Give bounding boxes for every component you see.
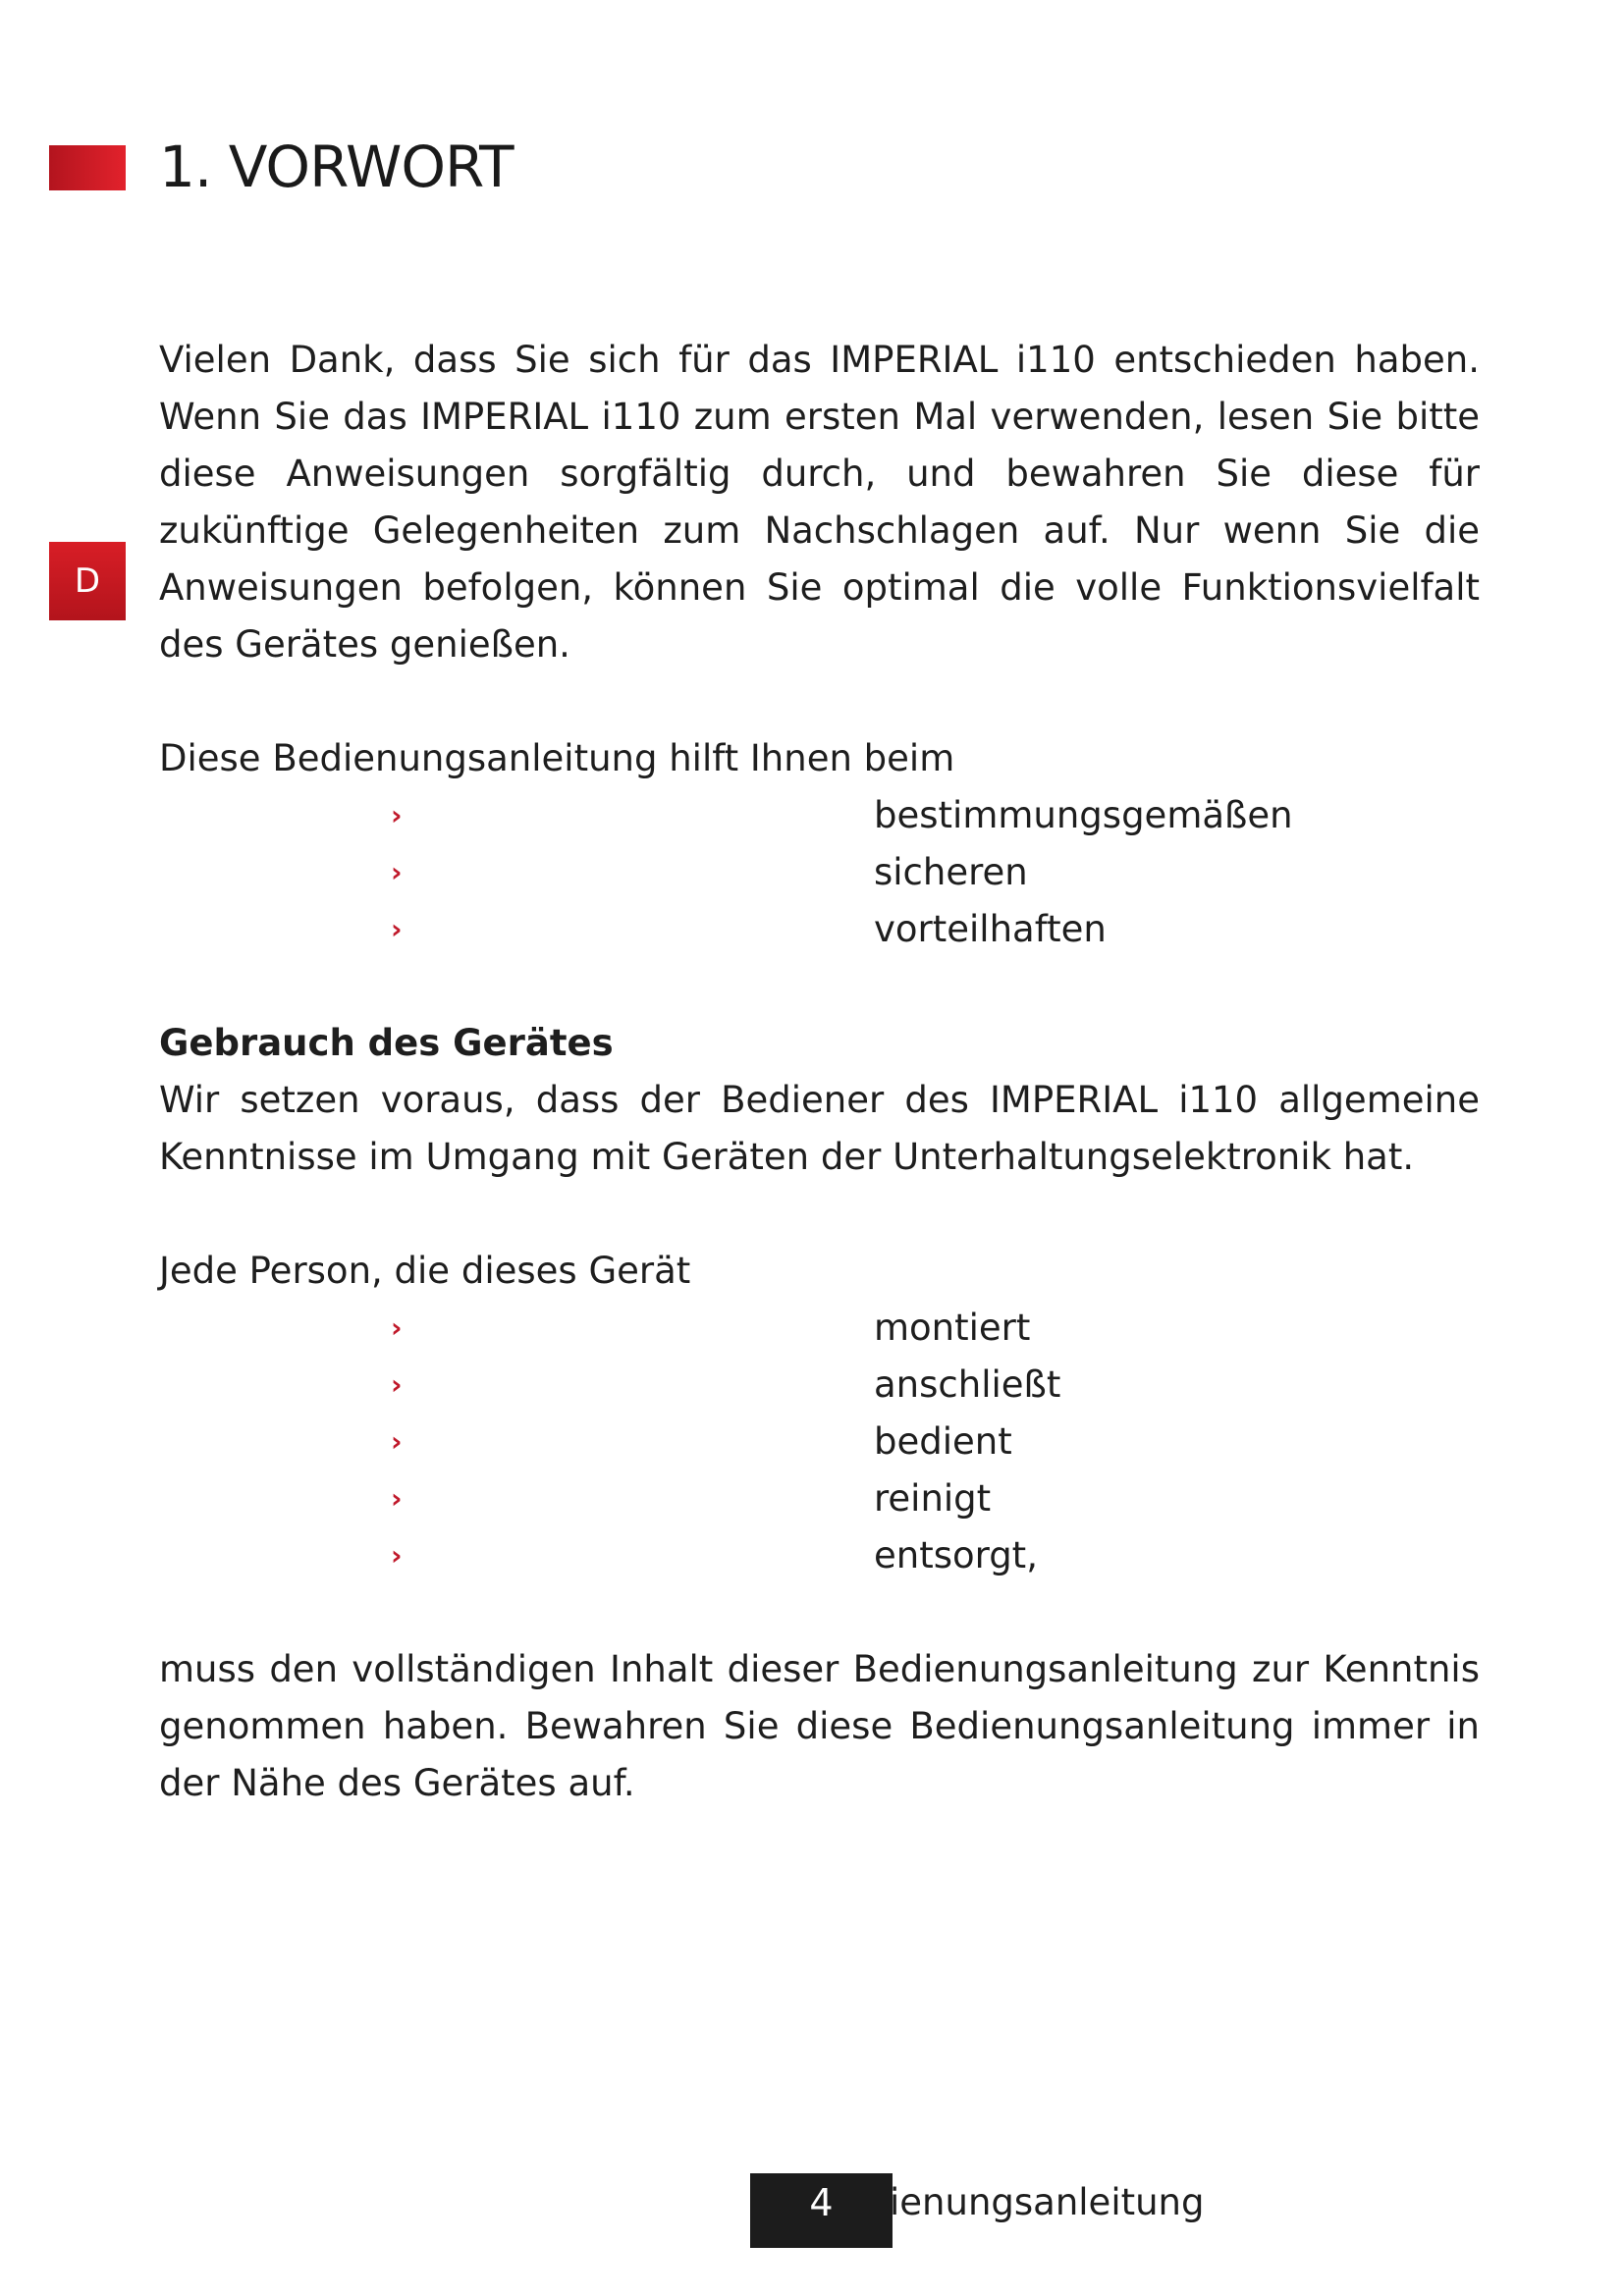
list-item-text: reinigt (874, 1477, 992, 1520)
usage-help-lead: Diese Bedienungsanleitung hilft Ihnen beim (159, 737, 955, 779)
person-list (159, 1300, 1480, 1584)
usage-help-list (159, 787, 1480, 958)
list-item-text: sicheren (874, 851, 1028, 893)
list-item (159, 1527, 1480, 1584)
list-item (159, 901, 1480, 958)
page-content (159, 332, 1480, 1812)
list-item-text: bedient (874, 1420, 1012, 1463)
intro-paragraph: Vielen Dank, dass Sie sich für das IMPERIAL i110 entschieden haben. Wenn Sie das IMPERIAL i110 zum ersten Mal verwenden, lesen Sie bitte diese Anweisungen sorgfältig durch, und bewahren Sie diese für zukünftige Gelegenheiten zum Nachschlagen auf. Nur wenn Sie die Anweisungen befolgen, können Sie optimal die volle Funktionsvielfalt des Gerätes genießen. (159, 339, 1480, 666)
list-item-text: vorteilhaften (874, 908, 1107, 950)
page-title: 1. VORWORT (159, 133, 514, 200)
heading-marker (49, 145, 126, 190)
list-item (159, 787, 1480, 844)
language-tab: D (49, 542, 126, 620)
list-item (159, 1470, 1480, 1527)
chevron-right-icon: › (391, 913, 403, 945)
person-lead: Jede Person, die dieses Gerät (159, 1250, 691, 1292)
chevron-right-icon: › (391, 1482, 403, 1515)
list-item (159, 1300, 1480, 1357)
device-use-paragraph: Wir setzen voraus, dass der Bediener des IMPERIAL i110 allgemeine Kenntnisse im Umgang mit Geräten der Unterhaltungselektronik hat. (159, 1079, 1480, 1178)
list-item-text: montiert (874, 1307, 1031, 1349)
list-item (159, 1357, 1480, 1414)
list-item-text: anschließt (874, 1363, 1061, 1406)
list-item-text: bestimmungsgemäßen (874, 794, 1293, 836)
list-item (159, 844, 1480, 901)
footer-label: ienungsanleitung (890, 2181, 1205, 2223)
chevron-right-icon: › (391, 1539, 403, 1572)
chevron-right-icon: › (391, 1311, 403, 1344)
list-item (159, 1414, 1480, 1470)
chevron-right-icon: › (391, 1425, 403, 1458)
chevron-right-icon: › (391, 1368, 403, 1401)
section-heading: Gebrauch des Gerätes (159, 1022, 614, 1064)
page-number: 4 (750, 2173, 893, 2248)
list-item-text: entsorgt, (874, 1534, 1038, 1576)
closing-paragraph: muss den vollständigen Inhalt dieser Bedienungsanleitung zur Kenntnis genommen haben. Bewahren Sie diese Bedienungsanleitung immer in der Nähe des Gerätes auf. (159, 1648, 1480, 1804)
chevron-right-icon: › (391, 799, 403, 831)
chevron-right-icon: › (391, 856, 403, 888)
